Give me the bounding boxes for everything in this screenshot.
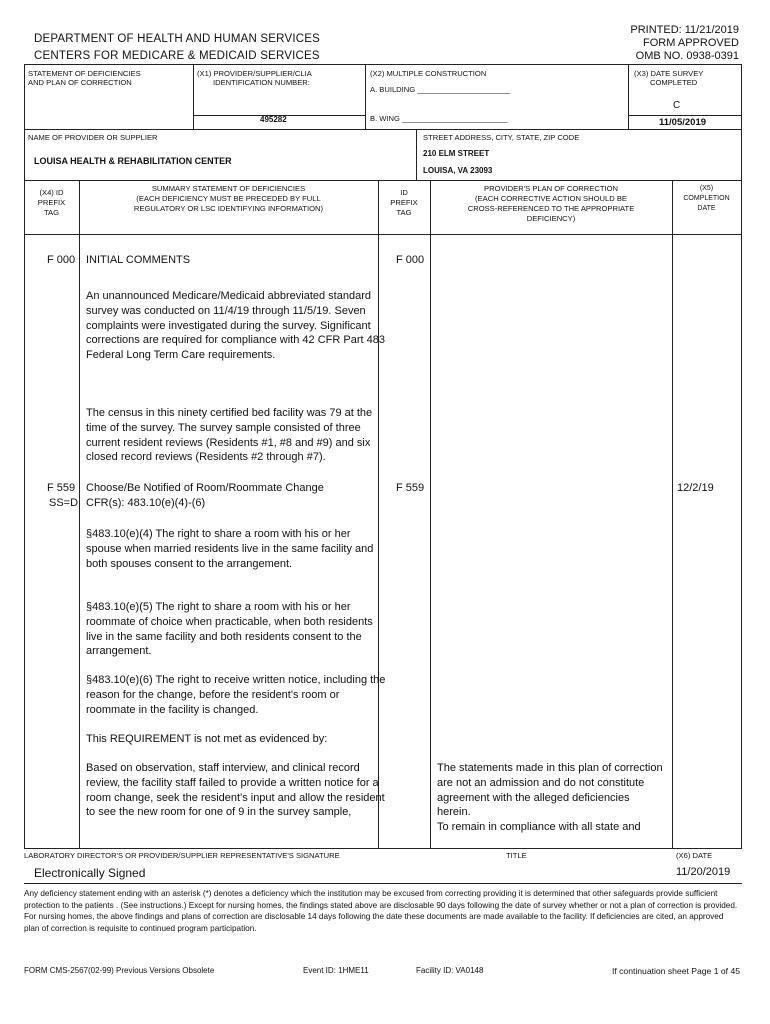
signature-date: 11/20/2019 — [676, 866, 731, 878]
col-x4-line2: PREFIX — [37, 198, 66, 207]
f559-title: Choose/Be Notified of Room/Roommate Change — [86, 482, 324, 494]
census-paragraph: The census in this ninety certified bed facility was 79 at the time of the survey. The survey sample consisted of three current resident reviews (Residents #1, #8 and #9) and six closed record reviews (Residents #2 through #7). — [86, 407, 373, 464]
signature-value: Electronically Signed — [34, 866, 146, 880]
tag-f000-plan: F 000 — [396, 254, 425, 266]
provider-name-label: NAME OF PROVIDER OR SUPPLIER — [28, 133, 158, 142]
plan-of-correction-text: The statements made in this plan of correction are not an admission and do not constitute agreement with the alleged deficiencies herein. To remain in compliance with all state and — [437, 762, 663, 834]
statement-label-1: STATEMENT OF DEFICIENCIES — [28, 69, 141, 78]
tag-f559-plan: F 559 — [396, 482, 425, 494]
rule-x1 — [193, 64, 194, 129]
completion-date: 12/2/19 — [677, 482, 714, 494]
rule-disclaimer — [24, 883, 742, 884]
col-plan-line3: CROSS-REFERENCED TO THE APPROPRIATE — [467, 204, 635, 213]
rule-provider — [24, 129, 742, 130]
col-x5-line2: COMPLETION — [683, 195, 730, 202]
col-plan-line4: DEFICIENCY) — [526, 214, 576, 223]
tag-f000: F 000 — [47, 254, 76, 266]
rule-col-x4 — [79, 180, 80, 848]
x3-survey-date: 11/05/2019 — [659, 117, 707, 128]
disclaimer-text: Any deficiency statement ending with an asterisk (*) denotes a deficiency which the institution may be excused from correcting providing it is determined that other safeguards provide sufficient protection to the patients . (See instructions.) Except for nursing homes, the findings stated above are disclosable 90 days following the date of survey whether or not a plan of correction is provided. For nursing homes, the above findings and plans of correction are disclosable 14 days following the date these documents are made available to the facility. If deficiencies are cited, an approved plan of correction is requisite to continued program participation. — [24, 889, 738, 933]
rule-x2 — [365, 64, 366, 129]
regulation-e4: §483.10(e)(4) The right to share a room with his or her spouse when married residents live in the same facility and both spouses consent to the arrangement. — [86, 528, 374, 570]
col-id-line3: TAG — [396, 208, 412, 217]
x3-label-2: COMPLETED — [650, 78, 698, 87]
x2-label: (X2) MULTIPLE CONSTRUCTION — [370, 69, 487, 78]
signature-label: LABORATORY DIRECTOR'S OR PROVIDER/SUPPLIER REPRESENTATIVE'S SIGNATURE — [24, 851, 340, 860]
requirement-not-met: This REQUIREMENT is not met as evidenced by: — [86, 733, 328, 745]
rule-columns — [24, 180, 742, 181]
col-summary-line3: REGULATORY OR LSC IDENTIFYING INFORMATION) — [133, 204, 324, 213]
regulation-e5: §483.10(e)(5) The right to share a room with his or her roommate of choice when practicable, when both residents live in the same facility and both residents consent to the arrangement. — [86, 601, 373, 658]
x3-label-1: (X3) DATE SURVEY — [634, 69, 704, 78]
rule-address — [416, 129, 417, 180]
x3-survey-type: C — [673, 100, 681, 111]
col-x4-line1: (X4) ID — [39, 188, 64, 197]
provider-city: LOUISA, VA 23093 — [423, 166, 493, 175]
col-id-line2: PREFIX — [390, 198, 418, 207]
omb-number: OMB NO. 0938-0391 — [635, 50, 739, 62]
title-label: TITLE — [506, 851, 527, 860]
tag-f559: F 559 — [47, 482, 76, 494]
form-approved: FORM APPROVED — [643, 37, 739, 49]
page-number: If continuation sheet Page 1 of 45 — [611, 966, 740, 976]
col-plan-line1: PROVIDER'S PLAN OF CORRECTION — [484, 184, 618, 193]
x2-wing: B. WING _________________________ — [370, 114, 508, 123]
col-summary-line1: SUMMARY STATEMENT OF DEFICIENCIES — [151, 184, 306, 193]
form-number: FORM CMS-2567(02-99) Previous Versions Obsolete — [24, 966, 215, 975]
survey-paragraph: An unannounced Medicare/Medicaid abbreviated standard survey was conducted on 11/4/19 through 11/5/19. Seven complaints were investigated during the survey. Significant corrections are required for compliance with 42 CFR Part 483 Federal Long Term Care requirements. — [86, 290, 385, 362]
x1-provider-number: 495282 — [260, 115, 287, 124]
rule-col-id — [430, 180, 431, 848]
x1-label-2: IDENTIFICATION NUMBER: — [213, 78, 310, 87]
x2-building: A. BUILDING ______________________ — [370, 85, 511, 94]
department-name: DEPARTMENT OF HEALTH AND HUMAN SERVICES — [34, 33, 320, 45]
rule-left-edge — [24, 64, 25, 848]
address-label: STREET ADDRESS, CITY, STATE, ZIP CODE — [423, 133, 580, 142]
col-summary-line2: (EACH DEFICIENCY MUST BE PRECEDED BY FULL — [136, 194, 321, 203]
col-plan-line2: (EACH CORRECTIVE ACTION SHOULD BE — [475, 194, 627, 203]
agency-name: CENTERS FOR MEDICARE & MEDICAID SERVICES — [34, 50, 320, 62]
facility-id: Facility ID: VA0148 — [416, 966, 484, 975]
regulation-e6: §483.10(e)(6) The right to receive written notice, including the reason for the change, before the resident's room or roommate in the facility is changed. — [86, 674, 386, 716]
x1-label-1: (X1) PROVIDER/SUPPLIER/CLIA — [197, 69, 312, 78]
statement-label-2: AND PLAN OF CORRECTION — [28, 78, 132, 87]
rule-top — [24, 64, 742, 65]
event-id: Event ID: 1HME11 — [303, 966, 369, 975]
signature-date-label: (X6) DATE — [676, 851, 713, 860]
rule-x3-value — [628, 115, 742, 116]
provider-street: 210 ELM STREET — [423, 149, 490, 158]
col-x5-line3: DATE — [697, 205, 716, 212]
provider-name: LOUISA HEALTH & REHABILITATION CENTER — [34, 156, 232, 166]
f559-cfr: CFR(s): 483.10(e)(4)-(6) — [86, 497, 206, 509]
rule-col-summary — [378, 180, 379, 848]
col-x4-line3: TAG — [43, 208, 60, 217]
col-id-line1: ID — [400, 188, 408, 197]
findings-paragraph: Based on observation, staff interview, and clinical record review, the facility staff failed to provide a written notice for a room change, seek the resident's input and allow the resident to see the new room for one of 9 in the survey sample, — [86, 762, 385, 819]
rule-right-edge — [741, 64, 742, 848]
printed-date: PRINTED: 11/21/2019 — [630, 24, 739, 36]
col-x5-line1: (X5) — [699, 185, 714, 192]
scope-severity: SS=D — [49, 497, 79, 509]
rule-signature — [24, 848, 742, 849]
initial-comments-heading: INITIAL COMMENTS — [86, 254, 191, 266]
rule-x3 — [628, 64, 629, 129]
rule-body — [24, 234, 742, 235]
rule-col-plan — [672, 180, 673, 848]
